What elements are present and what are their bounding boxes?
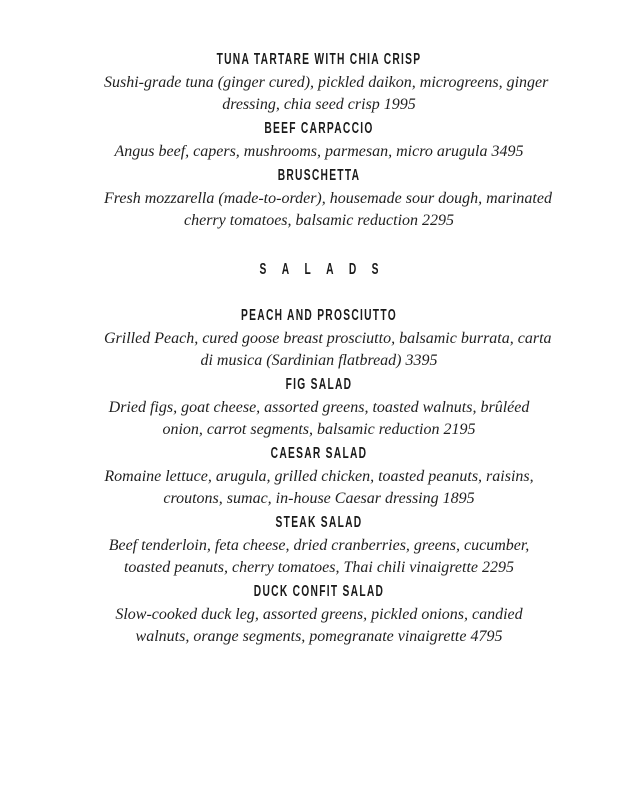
item-description-line: onion, carrot segments, balsamic reduction 2195 <box>162 421 476 438</box>
menu-item-peach-and-prosciutto <box>104 304 552 372</box>
item-description-line: cherry tomatoes, balsamic reduction 2295 <box>183 212 455 229</box>
menu-item-bruschetta <box>104 164 552 232</box>
item-description-line: Slow-cooked duck leg, assorted greens, pickled onions, candied <box>115 606 523 623</box>
menu-item-duck-confit-salad <box>104 580 534 648</box>
item-description-line: di musica (Sardinian flatbread) 3395 <box>200 352 438 369</box>
item-name: PEACH AND PROSCIUTTO <box>241 307 397 324</box>
item-description-line: Dried figs, goat cheese, assorted greens, toasted walnuts, brûléed <box>108 399 530 416</box>
item-description-line: Fresh mozzarella (made-to-order), housemade sour dough, marinated <box>104 190 552 207</box>
item-description-line: walnuts, orange segments, pomegranate vinaigrette 4795 <box>135 628 503 645</box>
item-description-line: Angus beef, capers, mushrooms, parmesan, micro arugula 3495 <box>114 143 524 160</box>
section-title-salads: SALADS <box>259 261 394 278</box>
item-description-line: croutons, sumac, in-house Caesar dressing 1895 <box>163 490 475 507</box>
menu-content <box>104 48 552 648</box>
menu-item-tuna-tartare <box>104 48 549 116</box>
item-name: TUNA TARTARE WITH CHIA CRISP <box>216 51 422 68</box>
item-description-line: toasted peanuts, cherry tomatoes, Thai chili vinaigrette 2295 <box>123 559 515 576</box>
item-description-line: Romaine lettuce, arugula, grilled chicken, toasted peanuts, raisins, <box>104 468 534 485</box>
item-description-line: Sushi-grade tuna (ginger cured), pickled daikon, microgreens, ginger <box>104 74 549 91</box>
item-description-line: Beef tenderloin, feta cheese, dried cranberries, greens, cucumber, <box>108 537 530 554</box>
item-name: CAESAR SALAD <box>270 445 368 462</box>
item-name: STEAK SALAD <box>275 514 363 531</box>
menu-item-beef-carpaccio <box>104 117 534 163</box>
item-name: DUCK CONFIT SALAD <box>253 583 385 600</box>
item-description-line: dressing, chia seed crisp 1995 <box>222 96 416 113</box>
item-name: BRUSCHETTA <box>277 167 361 184</box>
menu-item-caesar-salad <box>104 442 534 510</box>
item-name: FIG SALAD <box>285 376 353 393</box>
item-name: BEEF CARPACCIO <box>264 120 374 137</box>
menu-item-fig-salad <box>104 373 534 441</box>
item-description-line: Grilled Peach, cured goose breast prosciutto, balsamic burrata, carta <box>104 330 552 347</box>
menu-item-steak-salad <box>104 511 534 579</box>
